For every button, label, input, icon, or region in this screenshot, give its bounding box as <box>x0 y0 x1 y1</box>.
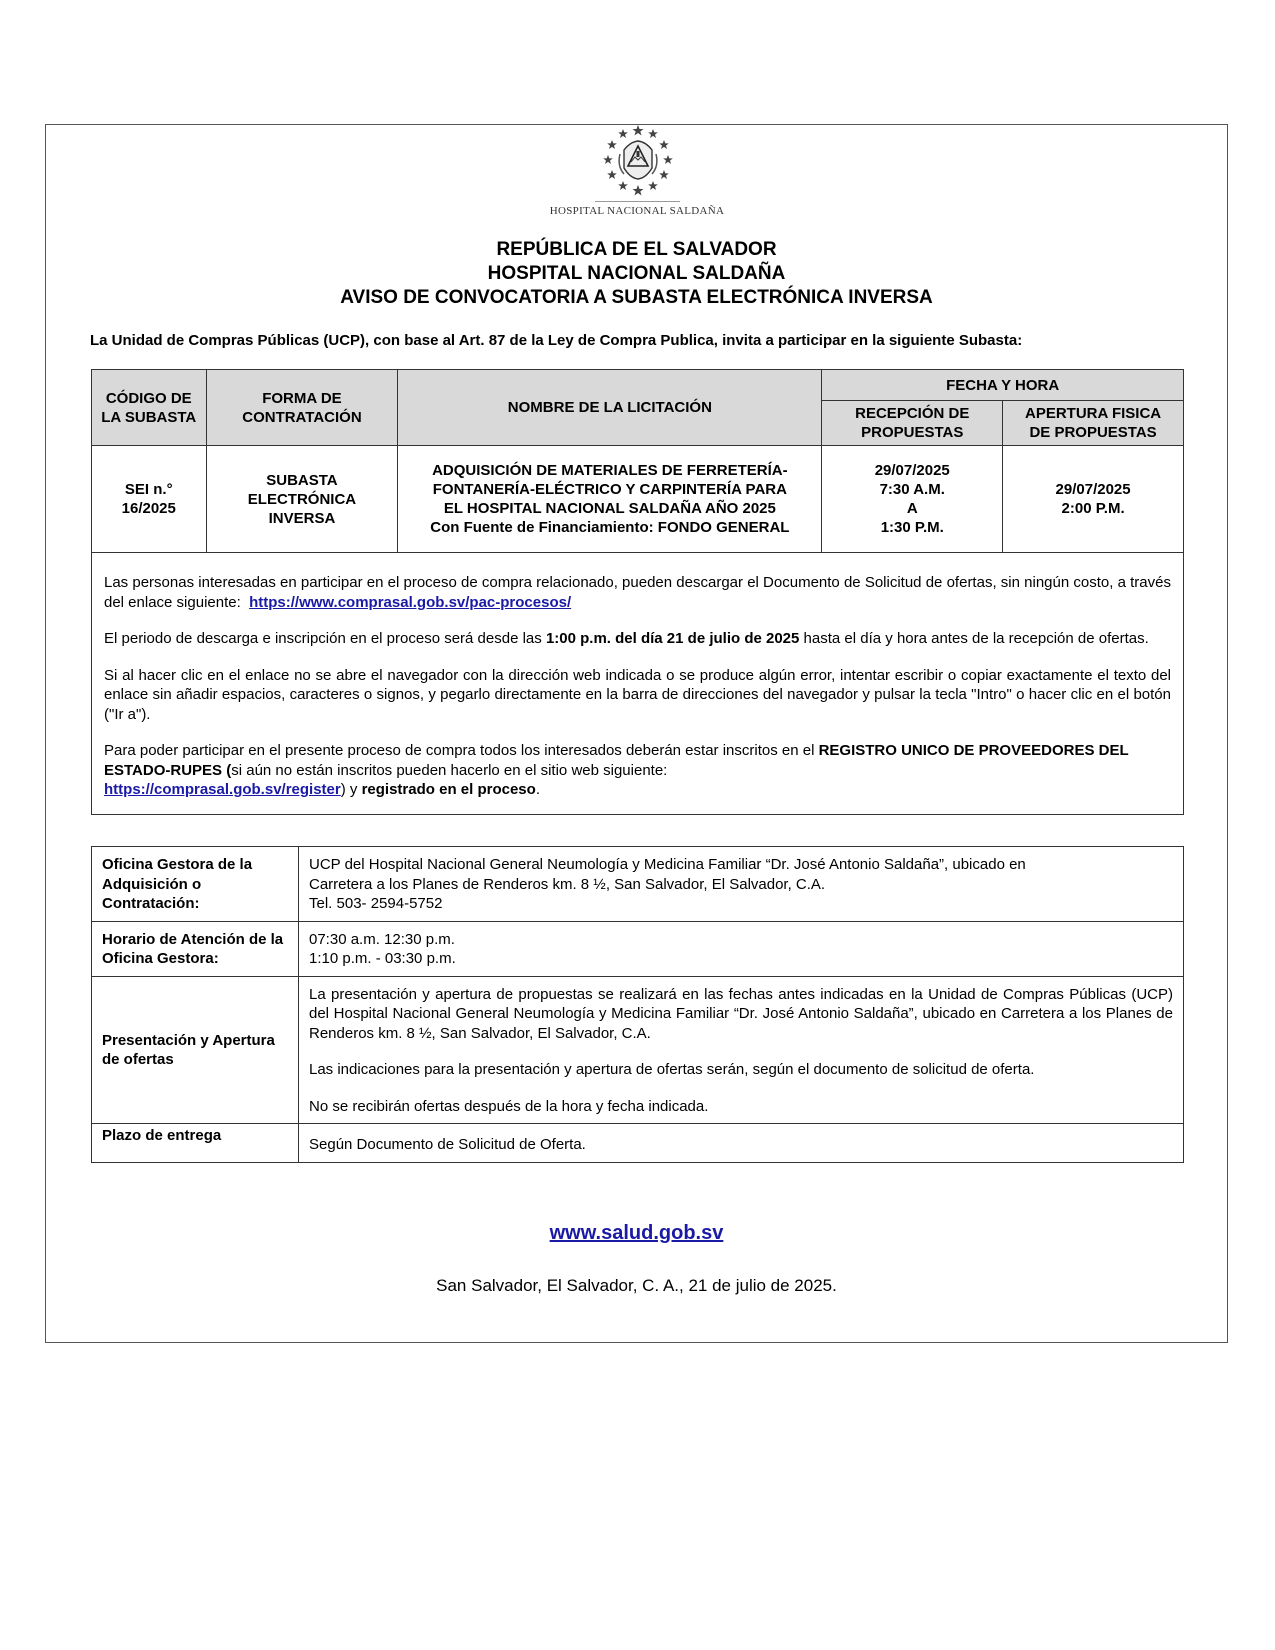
cell-forma: SUBASTA ELECTRÓNICA INVERSA <box>206 446 398 553</box>
intro-text: La Unidad de Compras Públicas (UCP), con base al Art. 87 de la Ley de Compra Publica, invita a participar en la siguiente Subasta: <box>90 332 1023 349</box>
cell-nombre: ADQUISICIÓN DE MATERIALES DE FERRETERÍA- FONTANERÍA-ELÉCTRICO Y CARPINTERÍA PARA EL HOSPITAL NACIONAL SALDAÑA AÑO 2025 Con Fuente de Financiamiento: FONDO GENERAL <box>398 446 822 553</box>
header-fecha: FECHA Y HORA <box>822 370 1184 401</box>
table-row <box>92 1124 1184 1163</box>
info-paragraph-1: Las personas interesadas en participar en el proceso de compra relacionado, pueden descargar el Documento de Solicitud de ofertas, sin ningún costo, a través del enlace siguiente: https://www.comprasal.gob.sv/pac-procesos/ <box>104 574 1171 611</box>
horario-label: Horario de Atención de la Oficina Gestora: <box>92 921 299 976</box>
header-apertura: APERTURA FISICA DE PROPUESTAS <box>1003 401 1184 446</box>
plazo-value: Según Documento de Solicitud de Oferta. <box>299 1124 1184 1163</box>
document-title <box>45 238 1228 310</box>
cell-recepcion: 29/07/2025 7:30 A.M. A 1:30 P.M. <box>822 446 1003 553</box>
details-table <box>91 846 1184 1163</box>
info-section <box>92 553 1184 815</box>
oficina-label: Oficina Gestora de la Adquisición o Contratación: <box>92 847 299 922</box>
horario-value: 07:30 a.m. 12:30 p.m. 1:10 p.m. - 03:30 p.m. <box>299 921 1184 976</box>
header-nombre: NOMBRE DE LA LICITACIÓN <box>398 370 822 446</box>
logo-caption: HOSPITAL NACIONAL SALDAÑA <box>549 205 725 217</box>
cell-codigo: SEI n.° 16/2025 <box>92 446 207 553</box>
title-line-2: HOSPITAL NACIONAL SALDAÑA <box>487 263 786 284</box>
document-date: San Salvador, El Salvador, C. A., 21 de julio de 2025. <box>436 1276 837 1295</box>
presentacion-label: Presentación y Apertura de ofertas <box>92 976 299 1124</box>
title-line-1: REPÚBLICA DE EL SALVADOR <box>496 239 777 260</box>
header-codigo: CÓDIGO DE LA SUBASTA <box>92 370 207 446</box>
table-row <box>92 921 1184 976</box>
website-footer <box>45 1222 1228 1245</box>
header-forma: FORMA DE CONTRATACIÓN <box>206 370 398 446</box>
cell-apertura: 29/07/2025 2:00 P.M. <box>1003 446 1184 553</box>
title-line-3: AVISO DE CONVOCATORIA A SUBASTA ELECTRÓNICA INVERSA <box>340 287 933 308</box>
info-paragraph-4: Para poder participar en el presente proceso de compra todos los interesados deberán estar inscritos en el REGISTRO UNICO DE PROVEEDORES DEL ESTADO-RUPES (si aún no están inscritos pueden hacerlo en el sitio web siguiente: https://comprasal.gob.sv/register) y registrado en el proceso. <box>104 742 1129 798</box>
info-paragraph-2: El periodo de descarga e inscripción en el proceso será desde las 1:00 p.m. del día 21 de julio de 2025 hasta el día y hora antes de la recepción de ofertas. <box>104 630 1149 647</box>
table-row <box>92 976 1184 1124</box>
info-paragraph-3: Si al hacer clic en el enlace no se abre el navegador con la dirección web indicada o se produce algún error, intentar escribir o copiar exactamente el texto del enlace sin añadir espacios, caracteres o signos, y pegarlo directamente en la barra de direcciones del navegador y pulsar la tecla "Intro" o hacer clic en el botón ("Ir a"). <box>104 666 1171 723</box>
register-link[interactable]: https://comprasal.gob.sv/register <box>104 781 341 798</box>
salud-website-link[interactable]: www.salud.gob.sv <box>549 1222 724 1244</box>
logo-divider <box>595 201 680 202</box>
header-recepcion: RECEPCIÓN DE PROPUESTAS <box>822 401 1003 446</box>
coat-of-arms-icon <box>590 124 686 198</box>
plazo-label: Plazo de entrega <box>92 1124 299 1163</box>
pac-procesos-link[interactable]: https://www.comprasal.gob.sv/pac-procesos/ <box>249 593 572 611</box>
presentacion-value: La presentación y apertura de propuestas se realizará en las fechas antes indicadas en la Unidad de Compras Públicas (UCP) del Hospital Nacional General Neumología y Medicina Familiar “Dr. José Antonio Saldaña”, ubicado en Carretera a los Planes de Renderos km. 8 ½, San Salvador, El Salvador, C.A. Las indicaciones para la presentación y apertura de ofertas serán, según el documento de solicitud de oferta. No se recibirán ofertas después de la hora y fecha indicada. <box>299 976 1184 1124</box>
oficina-value: UCP del Hospital Nacional General Neumología y Medicina Familiar “Dr. José Antonio Saldaña”, ubicado en Carretera a los Planes de Renderos km. 8 ½, San Salvador, El Salvador, C.A. Tel. 503- 2594-5752 <box>299 847 1184 922</box>
table-row <box>92 446 1184 553</box>
auction-table <box>91 369 1184 815</box>
table-row <box>92 847 1184 922</box>
